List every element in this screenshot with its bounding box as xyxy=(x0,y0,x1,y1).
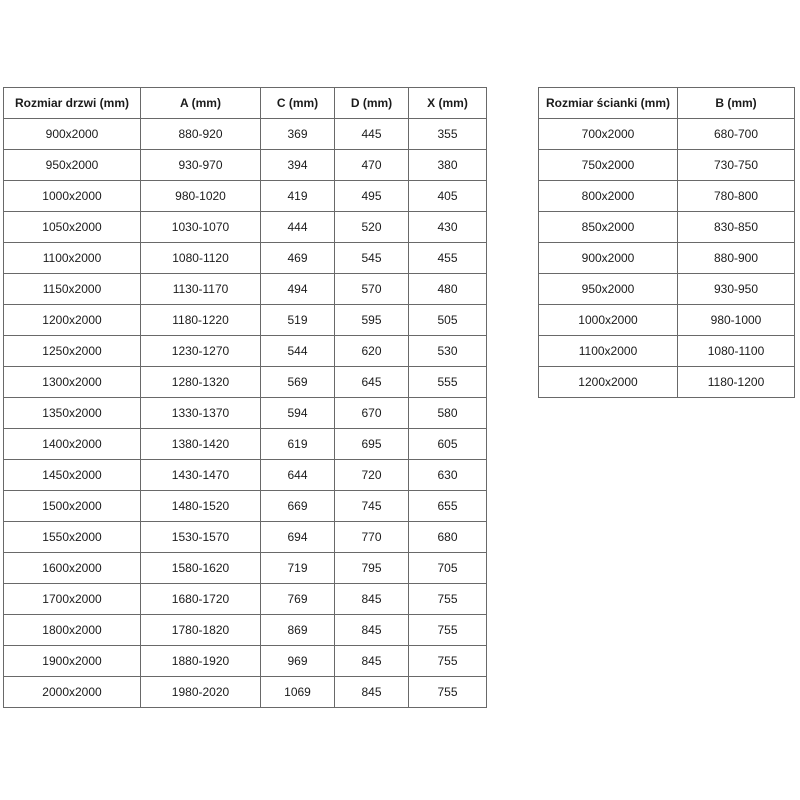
header-row xyxy=(4,88,487,119)
table-cell: 1350x2000 xyxy=(4,398,141,429)
table-cell: 769 xyxy=(261,584,335,615)
table-cell: 1280-1320 xyxy=(141,367,261,398)
door-size-table xyxy=(3,87,487,708)
table-cell: 1000x2000 xyxy=(4,181,141,212)
table-cell: 594 xyxy=(261,398,335,429)
table-row xyxy=(4,305,487,336)
table-cell: 1080-1100 xyxy=(678,336,795,367)
table-cell: 950x2000 xyxy=(4,150,141,181)
table-cell: 470 xyxy=(335,150,409,181)
table-row xyxy=(4,584,487,615)
table-cell: 355 xyxy=(409,119,487,150)
table-cell: 750x2000 xyxy=(539,150,678,181)
table-cell: 830-850 xyxy=(678,212,795,243)
table-cell: 1480-1520 xyxy=(141,491,261,522)
table-cell: 950x2000 xyxy=(539,274,678,305)
table-cell: 505 xyxy=(409,305,487,336)
table-cell: 1900x2000 xyxy=(4,646,141,677)
table-cell: 520 xyxy=(335,212,409,243)
table-cell: 1130-1170 xyxy=(141,274,261,305)
table-cell: 1380-1420 xyxy=(141,429,261,460)
table-cell: 1400x2000 xyxy=(4,429,141,460)
table-cell: 770 xyxy=(335,522,409,553)
column-header: C (mm) xyxy=(261,88,335,119)
table-cell: 1780-1820 xyxy=(141,615,261,646)
table-cell: 444 xyxy=(261,212,335,243)
table-cell: 545 xyxy=(335,243,409,274)
table-cell: 1050x2000 xyxy=(4,212,141,243)
table-cell: 1300x2000 xyxy=(4,367,141,398)
table-cell: 494 xyxy=(261,274,335,305)
column-header: B (mm) xyxy=(678,88,795,119)
table-cell: 544 xyxy=(261,336,335,367)
table-cell: 1100x2000 xyxy=(4,243,141,274)
table-cell: 850x2000 xyxy=(539,212,678,243)
table-row xyxy=(539,150,795,181)
wall-size-table xyxy=(538,87,795,398)
table-cell: 1030-1070 xyxy=(141,212,261,243)
table-cell: 745 xyxy=(335,491,409,522)
table-row xyxy=(539,243,795,274)
table-cell: 755 xyxy=(409,615,487,646)
table-cell: 1200x2000 xyxy=(539,367,678,398)
table-cell: 530 xyxy=(409,336,487,367)
table-cell: 680-700 xyxy=(678,119,795,150)
table-cell: 1000x2000 xyxy=(539,305,678,336)
table-cell: 1500x2000 xyxy=(4,491,141,522)
table-cell: 900x2000 xyxy=(4,119,141,150)
table-cell: 900x2000 xyxy=(539,243,678,274)
table-row xyxy=(4,181,487,212)
table-cell: 1180-1200 xyxy=(678,367,795,398)
table-cell: 930-970 xyxy=(141,150,261,181)
table-cell: 519 xyxy=(261,305,335,336)
table-cell: 845 xyxy=(335,646,409,677)
table-cell: 1580-1620 xyxy=(141,553,261,584)
table-cell: 969 xyxy=(261,646,335,677)
table-row xyxy=(4,522,487,553)
table-cell: 480 xyxy=(409,274,487,305)
table-cell: 845 xyxy=(335,584,409,615)
table-cell: 1600x2000 xyxy=(4,553,141,584)
table-row xyxy=(4,212,487,243)
table-row xyxy=(4,336,487,367)
table-cell: 569 xyxy=(261,367,335,398)
table-row xyxy=(4,646,487,677)
table-row xyxy=(4,615,487,646)
table-row xyxy=(4,367,487,398)
table-cell: 869 xyxy=(261,615,335,646)
table-cell: 755 xyxy=(409,646,487,677)
table-cell: 1200x2000 xyxy=(4,305,141,336)
table-row xyxy=(4,119,487,150)
table-cell: 555 xyxy=(409,367,487,398)
table-cell: 595 xyxy=(335,305,409,336)
table-row xyxy=(539,274,795,305)
table-cell: 669 xyxy=(261,491,335,522)
header-row xyxy=(539,88,795,119)
table-cell: 700x2000 xyxy=(539,119,678,150)
table-row xyxy=(539,336,795,367)
column-header: A (mm) xyxy=(141,88,261,119)
table-row xyxy=(4,243,487,274)
table-cell: 695 xyxy=(335,429,409,460)
table-cell: 800x2000 xyxy=(539,181,678,212)
table-cell: 644 xyxy=(261,460,335,491)
table-cell: 1330-1370 xyxy=(141,398,261,429)
table-cell: 980-1000 xyxy=(678,305,795,336)
table-cell: 419 xyxy=(261,181,335,212)
table-row xyxy=(539,305,795,336)
column-header: D (mm) xyxy=(335,88,409,119)
table-cell: 1250x2000 xyxy=(4,336,141,367)
table-cell: 730-750 xyxy=(678,150,795,181)
table-cell: 680 xyxy=(409,522,487,553)
table-cell: 445 xyxy=(335,119,409,150)
table-cell: 655 xyxy=(409,491,487,522)
table-cell: 1150x2000 xyxy=(4,274,141,305)
table-cell: 845 xyxy=(335,677,409,708)
table-row xyxy=(4,274,487,305)
table-cell: 705 xyxy=(409,553,487,584)
table-cell: 455 xyxy=(409,243,487,274)
table-cell: 495 xyxy=(335,181,409,212)
table-cell: 795 xyxy=(335,553,409,584)
table-cell: 755 xyxy=(409,584,487,615)
table-cell: 694 xyxy=(261,522,335,553)
table-cell: 1080-1120 xyxy=(141,243,261,274)
table-cell: 1180-1220 xyxy=(141,305,261,336)
table-row xyxy=(4,460,487,491)
table-cell: 605 xyxy=(409,429,487,460)
table-cell: 1430-1470 xyxy=(141,460,261,491)
table-cell: 845 xyxy=(335,615,409,646)
table-cell: 630 xyxy=(409,460,487,491)
table-cell: 980-1020 xyxy=(141,181,261,212)
table-cell: 430 xyxy=(409,212,487,243)
table-row xyxy=(4,553,487,584)
table-cell: 1530-1570 xyxy=(141,522,261,553)
table-cell: 1450x2000 xyxy=(4,460,141,491)
table-cell: 755 xyxy=(409,677,487,708)
table-cell: 1680-1720 xyxy=(141,584,261,615)
table-row xyxy=(4,677,487,708)
table-cell: 369 xyxy=(261,119,335,150)
column-header: X (mm) xyxy=(409,88,487,119)
table-row xyxy=(4,429,487,460)
table-cell: 570 xyxy=(335,274,409,305)
table-cell: 1980-2020 xyxy=(141,677,261,708)
table-cell: 1800x2000 xyxy=(4,615,141,646)
table-cell: 2000x2000 xyxy=(4,677,141,708)
column-header: Rozmiar ścianki (mm) xyxy=(539,88,678,119)
table-row xyxy=(4,491,487,522)
table-cell: 405 xyxy=(409,181,487,212)
table-cell: 670 xyxy=(335,398,409,429)
table-cell: 1230-1270 xyxy=(141,336,261,367)
table-cell: 469 xyxy=(261,243,335,274)
table-cell: 1700x2000 xyxy=(4,584,141,615)
table-cell: 1069 xyxy=(261,677,335,708)
table-cell: 880-900 xyxy=(678,243,795,274)
table-row xyxy=(539,367,795,398)
table-cell: 1550x2000 xyxy=(4,522,141,553)
table-row xyxy=(539,119,795,150)
table-cell: 645 xyxy=(335,367,409,398)
table-cell: 719 xyxy=(261,553,335,584)
table-cell: 1100x2000 xyxy=(539,336,678,367)
table-row xyxy=(539,181,795,212)
table-cell: 930-950 xyxy=(678,274,795,305)
table-row xyxy=(539,212,795,243)
table-cell: 619 xyxy=(261,429,335,460)
table-cell: 1880-1920 xyxy=(141,646,261,677)
table-cell: 394 xyxy=(261,150,335,181)
table-cell: 880-920 xyxy=(141,119,261,150)
table-cell: 720 xyxy=(335,460,409,491)
table-row xyxy=(4,150,487,181)
column-header: Rozmiar drzwi (mm) xyxy=(4,88,141,119)
table-cell: 380 xyxy=(409,150,487,181)
table-row xyxy=(4,398,487,429)
table-cell: 620 xyxy=(335,336,409,367)
table-cell: 780-800 xyxy=(678,181,795,212)
table-cell: 580 xyxy=(409,398,487,429)
